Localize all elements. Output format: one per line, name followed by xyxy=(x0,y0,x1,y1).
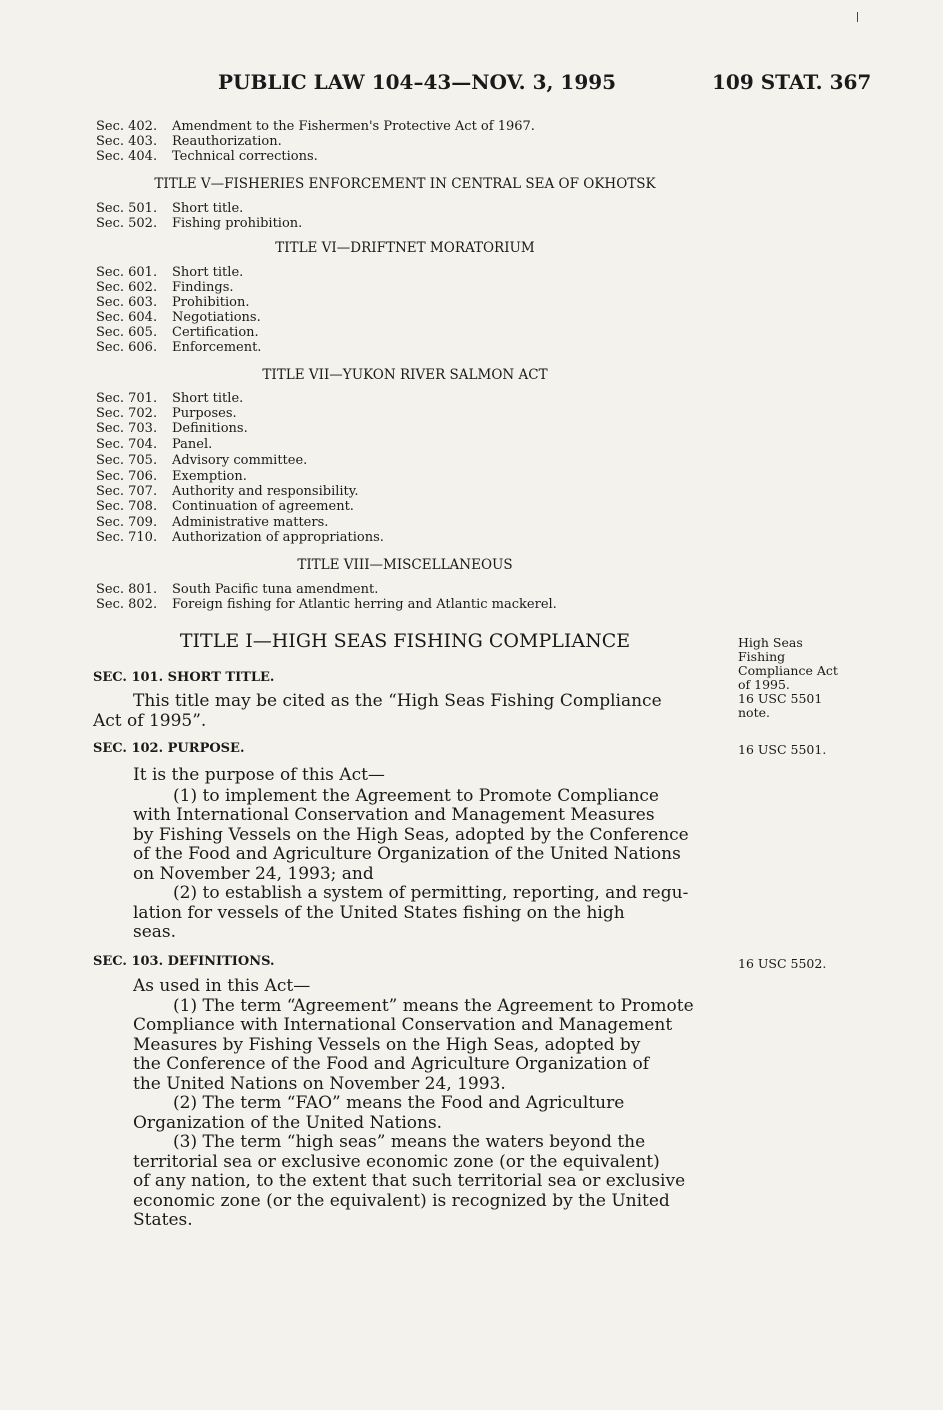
title-i-heading: TITLE I—HIGH SEAS FISHING COMPLIANCE xyxy=(179,630,631,652)
toc-entry: Sec. 802. Foreign fishing for Atlantic herring and Atlantic mackerel. xyxy=(96,597,557,612)
toc-entry: Sec. 501. Short title. xyxy=(96,201,244,216)
body-line: (3) The term “high seas” means the waters beyond the xyxy=(173,1132,646,1152)
page-header-stat: 109 STAT. 367 xyxy=(712,70,872,94)
body-line: by Fishing Vessels on the High Seas, adopted by the Conference xyxy=(133,825,689,845)
toc-entry: Sec. 709. Administrative matters. xyxy=(96,515,329,530)
toc-entry: Sec. 603. Prohibition. xyxy=(96,295,250,310)
toc-entry: Sec. 801. South Pacific tuna amendment. xyxy=(96,582,379,597)
toc-entry: Sec. 601. Short title. xyxy=(96,265,244,280)
body-line: It is the purpose of this Act— xyxy=(133,765,385,785)
sec-102-heading: SEC. 102. PURPOSE. xyxy=(93,741,245,756)
body-line: States. xyxy=(133,1210,193,1230)
margin-note-act: High Seas Fishing Compliance Act of 1995. 16 USC 5501 note. xyxy=(738,635,838,720)
body-line: economic zone (or the equivalent) is recognized by the United xyxy=(133,1191,670,1211)
body-line: lation for vessels of the United States fishing on the high xyxy=(133,903,625,923)
body-line: (2) to establish a system of permitting, reporting, and regu- xyxy=(173,883,689,903)
margin-note-sec103: 16 USC 5502. xyxy=(738,956,827,971)
toc-entry: Sec. 602. Findings. xyxy=(96,280,234,295)
toc-title-viii: TITLE VIII—MISCELLANEOUS xyxy=(297,557,513,573)
body-line: Compliance with International Conservation and Management xyxy=(133,1015,673,1035)
toc-entry: Sec. 710. Authorization of appropriations. xyxy=(96,530,384,545)
body-line: of any nation, to the extent that such territorial sea or exclusive xyxy=(133,1171,686,1191)
toc-entry: Sec. 604. Negotiations. xyxy=(96,310,261,325)
body-line: the United Nations on November 24, 1993. xyxy=(133,1074,506,1094)
toc-entry: Sec. 707. Authority and responsibility. xyxy=(96,484,359,499)
toc-entry: Sec. 606. Enforcement. xyxy=(96,340,262,355)
toc-entry: Sec. 703. Definitions. xyxy=(96,421,248,436)
toc-title-v: TITLE V—FISHERIES ENFORCEMENT IN CENTRAL SEA OF OKHOTSK xyxy=(154,176,656,192)
toc-entry: Sec. 701. Short title. xyxy=(96,391,244,406)
page-header-law: PUBLIC LAW 104–43—NOV. 3, 1995 xyxy=(218,70,617,94)
toc-entry: Sec. 402. Amendment to the Fishermen's Protective Act of 1967. xyxy=(96,119,535,134)
toc-title-vi: TITLE VI—DRIFTNET MORATORIUM xyxy=(275,240,535,256)
margin-note-sec102: 16 USC 5501. xyxy=(738,742,827,757)
body-line: the Conference of the Food and Agriculture Organization of xyxy=(133,1054,650,1074)
body-line: Act of 1995”. xyxy=(93,711,207,731)
body-line: Measures by Fishing Vessels on the High Seas, adopted by xyxy=(133,1035,641,1055)
body-line: This title may be cited as the “High Seas Fishing Compliance xyxy=(133,691,662,711)
toc-entry: Sec. 704. Panel. xyxy=(96,437,213,452)
body-line: As used in this Act— xyxy=(133,976,311,996)
body-line: (1) to implement the Agreement to Promote Compliance xyxy=(173,786,659,806)
toc-entry: Sec. 403. Reauthorization. xyxy=(96,134,282,149)
toc-title-vii: TITLE VII—YUKON RIVER SALMON ACT xyxy=(262,367,548,383)
toc-entry: Sec. 605. Certification. xyxy=(96,325,259,340)
body-line: seas. xyxy=(133,922,177,942)
toc-entry: Sec. 502. Fishing prohibition. xyxy=(96,216,303,231)
sec-101-heading: SEC. 101. SHORT TITLE. xyxy=(93,670,275,685)
toc-entry: Sec. 702. Purposes. xyxy=(96,406,237,421)
body-line: with International Conservation and Management Measures xyxy=(133,805,655,825)
body-line: Organization of the United Nations. xyxy=(133,1113,443,1133)
toc-entry: Sec. 706. Exemption. xyxy=(96,469,247,484)
body-line: (1) The term “Agreement” means the Agreement to Promote xyxy=(173,996,694,1016)
body-line: on November 24, 1993; and xyxy=(133,864,374,884)
body-line: (2) The term “FAO” means the Food and Agriculture xyxy=(173,1093,625,1113)
toc-entry: Sec. 404. Technical corrections. xyxy=(96,149,318,164)
scan-mark xyxy=(857,12,858,22)
toc-entry: Sec. 705. Advisory committee. xyxy=(96,453,308,468)
sec-103-heading: SEC. 103. DEFINITIONS. xyxy=(93,954,275,969)
toc-entry: Sec. 708. Continuation of agreement. xyxy=(96,499,354,514)
body-line: of the Food and Agriculture Organization of the United Nations xyxy=(133,844,681,864)
body-line: territorial sea or exclusive economic zone (or the equivalent) xyxy=(133,1152,660,1172)
